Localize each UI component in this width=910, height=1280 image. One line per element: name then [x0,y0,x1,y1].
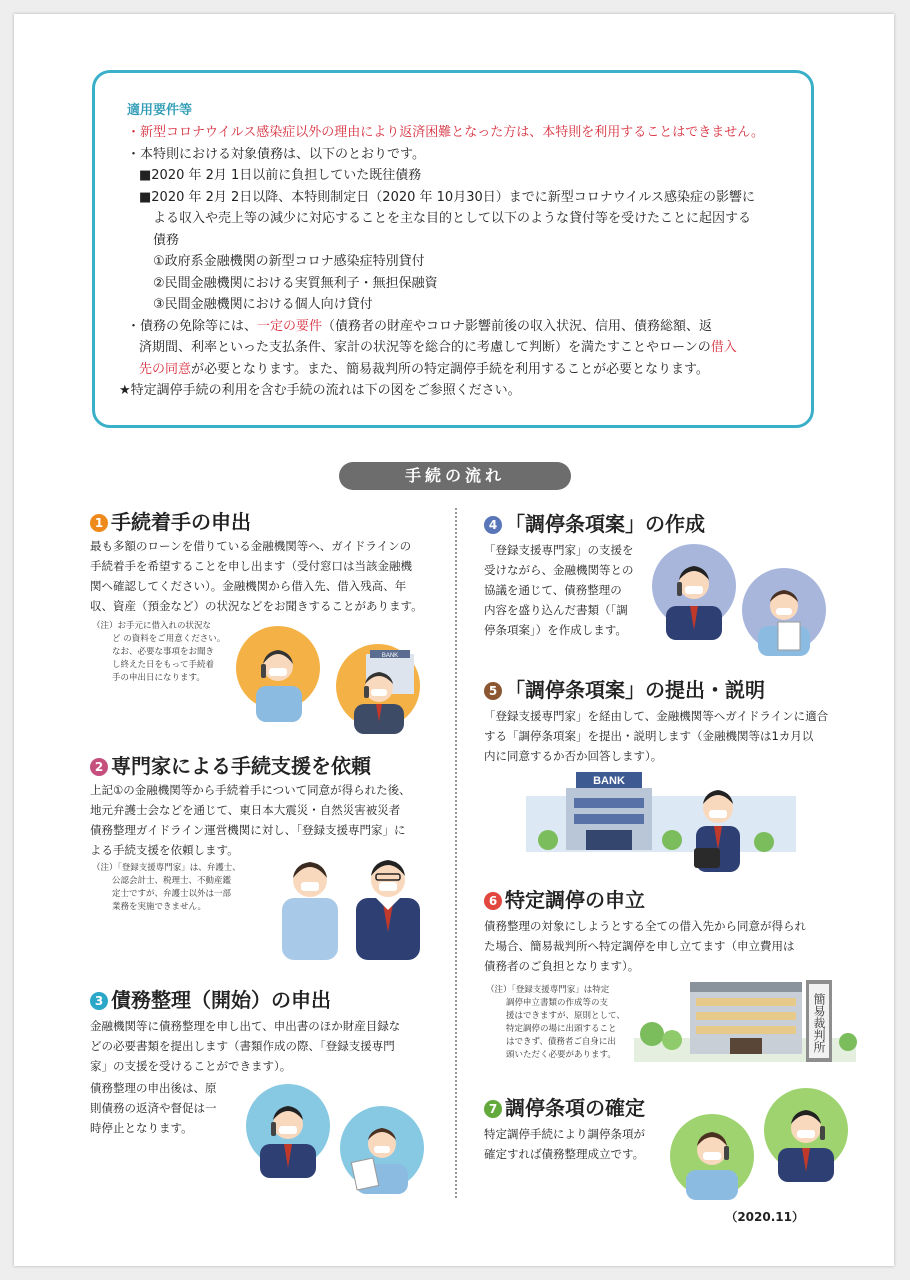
exemption-highlight: 借入 [710,340,737,355]
requirement-line: 債務 [153,232,180,248]
requirement-line: よる収入や売上等の減少に対応することを主な目的として以下のような貸付等を受けたことに起因する [153,211,752,226]
body-line: 最も多額のローンを借りている金融機関等へ、ガイドラインの [90,539,412,553]
expert-casual-icon [282,862,338,960]
exemption-text: ・債務の免除等には、 [127,318,258,334]
exemption-line-3 [127,359,783,381]
star-note: ★特定調停手続の利用を含む手続の流れは下の図をご参照ください。 [119,383,521,398]
note-line: 手の申出日になります。 [112,673,205,683]
step-3-body [90,1016,400,1076]
note-line: 頭いただく必要があります。 [506,1050,616,1060]
step-3-title [90,984,331,1013]
body-line: よる手続支援を依頼します。 [90,843,239,857]
body-line: どの必要書類を提出します（書類作成の際、「登録支援専門 [90,1039,395,1053]
note-line: はできず、債務者ご自身に出 [506,1037,616,1047]
step-7-title [484,1092,645,1121]
body-line: 特定調停手続により調停条項が [484,1127,645,1141]
step-number-badge: 1 [90,514,108,532]
requirement-line: ②民間金融機関における実質無利子・無担保融資 [153,275,438,291]
debt-filing-illustration [242,1082,432,1194]
step-5-title [484,674,765,703]
step-title-text: 「調停条項案」の作成 [505,512,705,536]
requirement-line: ・新型コロナウイルス感染症以外の理由により返済困難となった方は、本特則を利用することはできません。 [127,125,765,140]
step-number-badge: 3 [90,992,108,1010]
step-title-text: 専門家による手続支援を依頼 [111,754,371,778]
step-2-body [90,780,411,860]
exemption-line-2 [127,337,783,359]
body-line: 手続着手を希望することを申し出ます（受付窓口は当該金融機 [90,559,412,573]
phone-call-illustration [236,624,421,734]
requirement-line: ③民間金融機関における個人向け貸付 [153,297,373,312]
note-line: （注）「登録支援専門家」は、弁護士、 [92,863,241,873]
step-2-note [92,862,241,914]
step-title-text: 手続着手の申出 [111,510,251,534]
note-line: 公認会計士、税理士、不動産鑑 [112,876,232,886]
publication-date: （2020.11） [725,1210,804,1224]
body-line: 債務整理ガイドライン運営機関に対し、「登録支援専門家」に [90,823,406,837]
exemption-text: （債務者の財産やコロナ影響前後の収入状況、信用、債務総額、返 [322,318,713,334]
body-line: 時停止となります。 [90,1121,193,1135]
body-line: 受けながら、金融機関等との [484,563,634,577]
body-line: た場合、簡易裁判所へ特定調停を申し立てます（申立費用は [484,939,795,953]
body-line: 債務整理の申出後は、原 [90,1081,217,1095]
requirement-line: ①政府系金融機関の新型コロナ感染症特別貸付 [153,254,425,269]
body-line: 内容を盛り込んだ書類（「調 [484,603,628,617]
body-line: 協議を通じて、債務整理の [484,583,622,597]
experts-illustration [276,850,426,960]
expert-suit-icon [356,860,420,960]
step-title-text: 特定調停の申立 [505,888,645,912]
step-4-body [484,540,634,640]
step-title-text: 「調停条項案」の提出・説明 [505,678,765,702]
body-line: 債務整理の対象にしようとする全ての借入先から同意が得られ [484,919,806,933]
note-line: 援はできますが、原則として、 [506,1011,625,1021]
exemption-text: が必要となります。また、簡易裁判所の特定調停手続を利用することが必要となります。 [191,361,709,377]
step-3-body-secondary [90,1078,217,1138]
court-sign-text: 簡易裁判所 [812,993,826,1053]
step-title-text: 調停条項の確定 [505,1096,645,1120]
small-bank-sign: BANK [381,653,399,659]
step-1-note [92,620,225,685]
note-line: 特定調停の場に出頭すること [506,1024,617,1034]
step-6-body [484,916,806,976]
requirement-line: ■2020 年 2月 2日以降、本特則制定日（2020 年 10月30日）までに新型コロナウイルス感染症の影響に [139,189,755,205]
exemption-text: 済期間、利率といった支払条件、家計の状況等を総合的に考慮して判断）を満たすことやローンの [139,340,711,355]
requirement-line: ・本特則における対象債務は、以下のとおりです。 [127,146,425,162]
body-line: 関へ確認してください）。金融機関から借入先、借入残高、年 [90,579,407,593]
step-1-body [90,536,423,616]
step-2-title [90,750,371,779]
body-line: 地元弁護士会などを通じて、東日本大震災・自然災害被災者 [90,803,401,817]
page [14,14,894,1266]
exemption-line-1 [127,316,783,338]
note-line: し終えた日をもって手続着 [112,660,215,670]
requirements-title: 適用要件等 [127,103,193,118]
bank-building-icon [566,772,652,850]
step-4-title [484,508,705,537]
note-line: なお、必要な事項をお聞き [112,647,215,657]
step-number-badge: 6 [484,892,502,910]
note-line: 定士ですが、弁護士以外は一部 [112,889,232,899]
body-line: 債務者のご負担となります）。 [484,959,640,973]
exemption-highlight: 一定の要件 [257,318,323,334]
step-number-badge: 2 [90,758,108,776]
requirements-box [92,70,814,428]
exemption-highlight: 先の同意 [139,361,192,377]
note-line: 業務を実施できません。 [112,902,207,912]
body-line: する「調停条項案」を提出・説明します（金融機関等は1カ月以 [484,729,814,743]
body-line: 「登録支援専門家」の支援を [484,543,634,557]
step-title-text: 債務整理（開始）の申出 [111,988,331,1012]
body-line: 収、資産（預金など）の状況などをお聞きすることがあります。 [90,599,423,613]
step-number-badge: 5 [484,682,502,700]
note-line: 調停申立書類の作成等の支 [506,998,609,1008]
body-line: 金融機関等に債務整理を申し出て、申出書のほか財産目録な [90,1019,401,1033]
settlement-illustration [666,1088,856,1200]
note-line: ど の資料をご用意ください。 [112,634,226,644]
body-line: 上記①の金融機関等から手続着手について同意が得られた後、 [90,783,411,797]
body-line: 家」の支援を受けることができます）。 [90,1059,292,1073]
body-line: 停条項案」）を作成します。 [484,623,627,637]
body-line: 内に同意するか否か回答します）。 [484,749,663,763]
step-7-body [484,1124,645,1164]
flow-heading: 手続の流れ [339,462,571,490]
requirement-line: ■2020 年 2月 1日以前に負担していた既往債務 [139,168,422,183]
step-6-title [484,884,645,913]
consultation-illustration [650,544,830,656]
body-line: 則債務の返済や督促は一 [90,1101,217,1115]
note-line: （注）お手元に借入れの状況な [92,621,212,631]
step-number-badge: 7 [484,1100,502,1118]
step-6-note [486,984,625,1062]
column-divider [455,508,457,1198]
court-building-icon [690,982,802,1054]
bank-sign: BANK [593,775,625,787]
step-1-title [90,506,251,535]
bank-visit-illustration [526,768,816,872]
step-5-body [484,706,828,766]
body-line: 「登録支援専門家」を経由して、金融機関等へガイドラインに適合 [484,709,829,723]
court-illustration [634,974,864,1070]
note-line: （注）「登録支援専門家」は特定 [486,985,610,995]
step-number-badge: 4 [484,516,502,534]
body-line: 確定すれば債務整理成立です。 [484,1147,645,1161]
